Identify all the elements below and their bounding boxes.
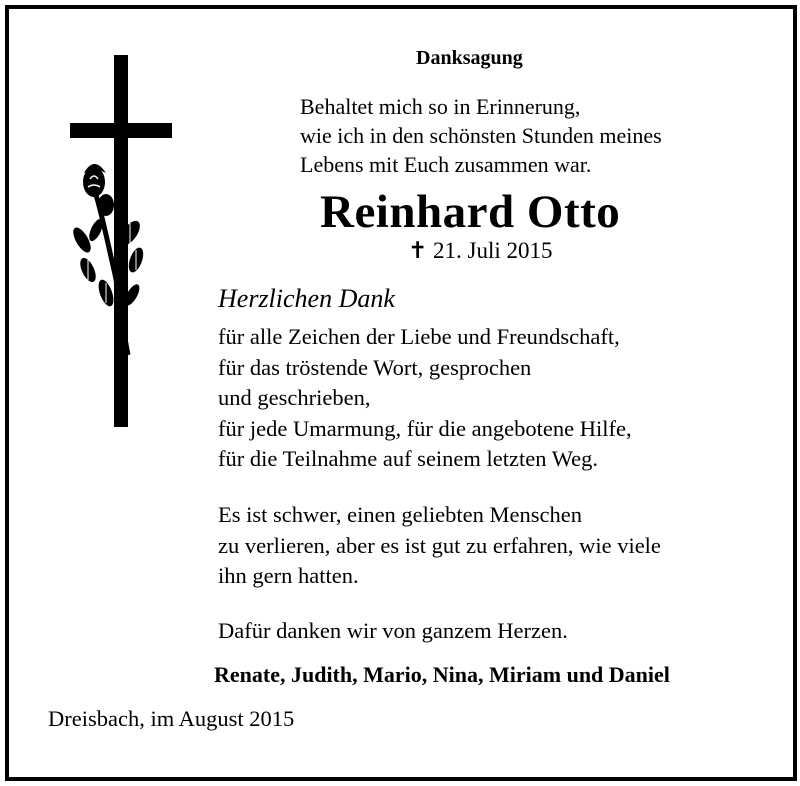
deceased-name: Reinhard Otto	[320, 186, 621, 238]
paragraph-line: für das tröstende Wort, gesprochen	[218, 354, 532, 380]
death-date: ✝ 21. Juli 2015	[408, 238, 553, 263]
thanks-paragraph-2	[218, 500, 661, 592]
motto-line: Lebens mit Euch zusammen war.	[300, 152, 592, 177]
thanks-paragraph-3	[218, 616, 568, 647]
paragraph-line: und geschrieben,	[218, 385, 371, 410]
paragraph-line: für die Teilnahme auf seinem letzten Weg.	[218, 446, 599, 471]
thanks-paragraph-1	[218, 322, 632, 475]
family-signature: Renate, Judith, Mario, Nina, Miriam und Daniel	[214, 662, 670, 687]
paragraph-line: ihn gern hatten.	[218, 563, 359, 588]
motto-line: Behaltet mich so in Erinnerung,	[300, 94, 581, 119]
thanks-title: Herzlichen Dank	[218, 284, 395, 313]
paragraph-line: zu verlieren, aber es ist gut zu erfahren, wie viele	[218, 532, 661, 558]
motto-line: wie ich in den schönsten Stunden meines	[300, 123, 662, 148]
paragraph-line: für jede Umarmung, für die angebotene Hilfe,	[218, 415, 632, 441]
memorial-motto	[300, 92, 662, 179]
cross-with-rose-icon	[66, 55, 176, 427]
paragraph-line: Es ist schwer, einen geliebten Menschen	[218, 502, 582, 527]
paragraph-line: für alle Zeichen der Liebe und Freundschaft,	[218, 324, 620, 349]
notice-heading: Danksagung	[416, 47, 523, 69]
place-date: Dreisbach, im August 2015	[48, 706, 295, 731]
paragraph-line: Dafür danken wir von ganzem Herzen.	[218, 618, 568, 643]
